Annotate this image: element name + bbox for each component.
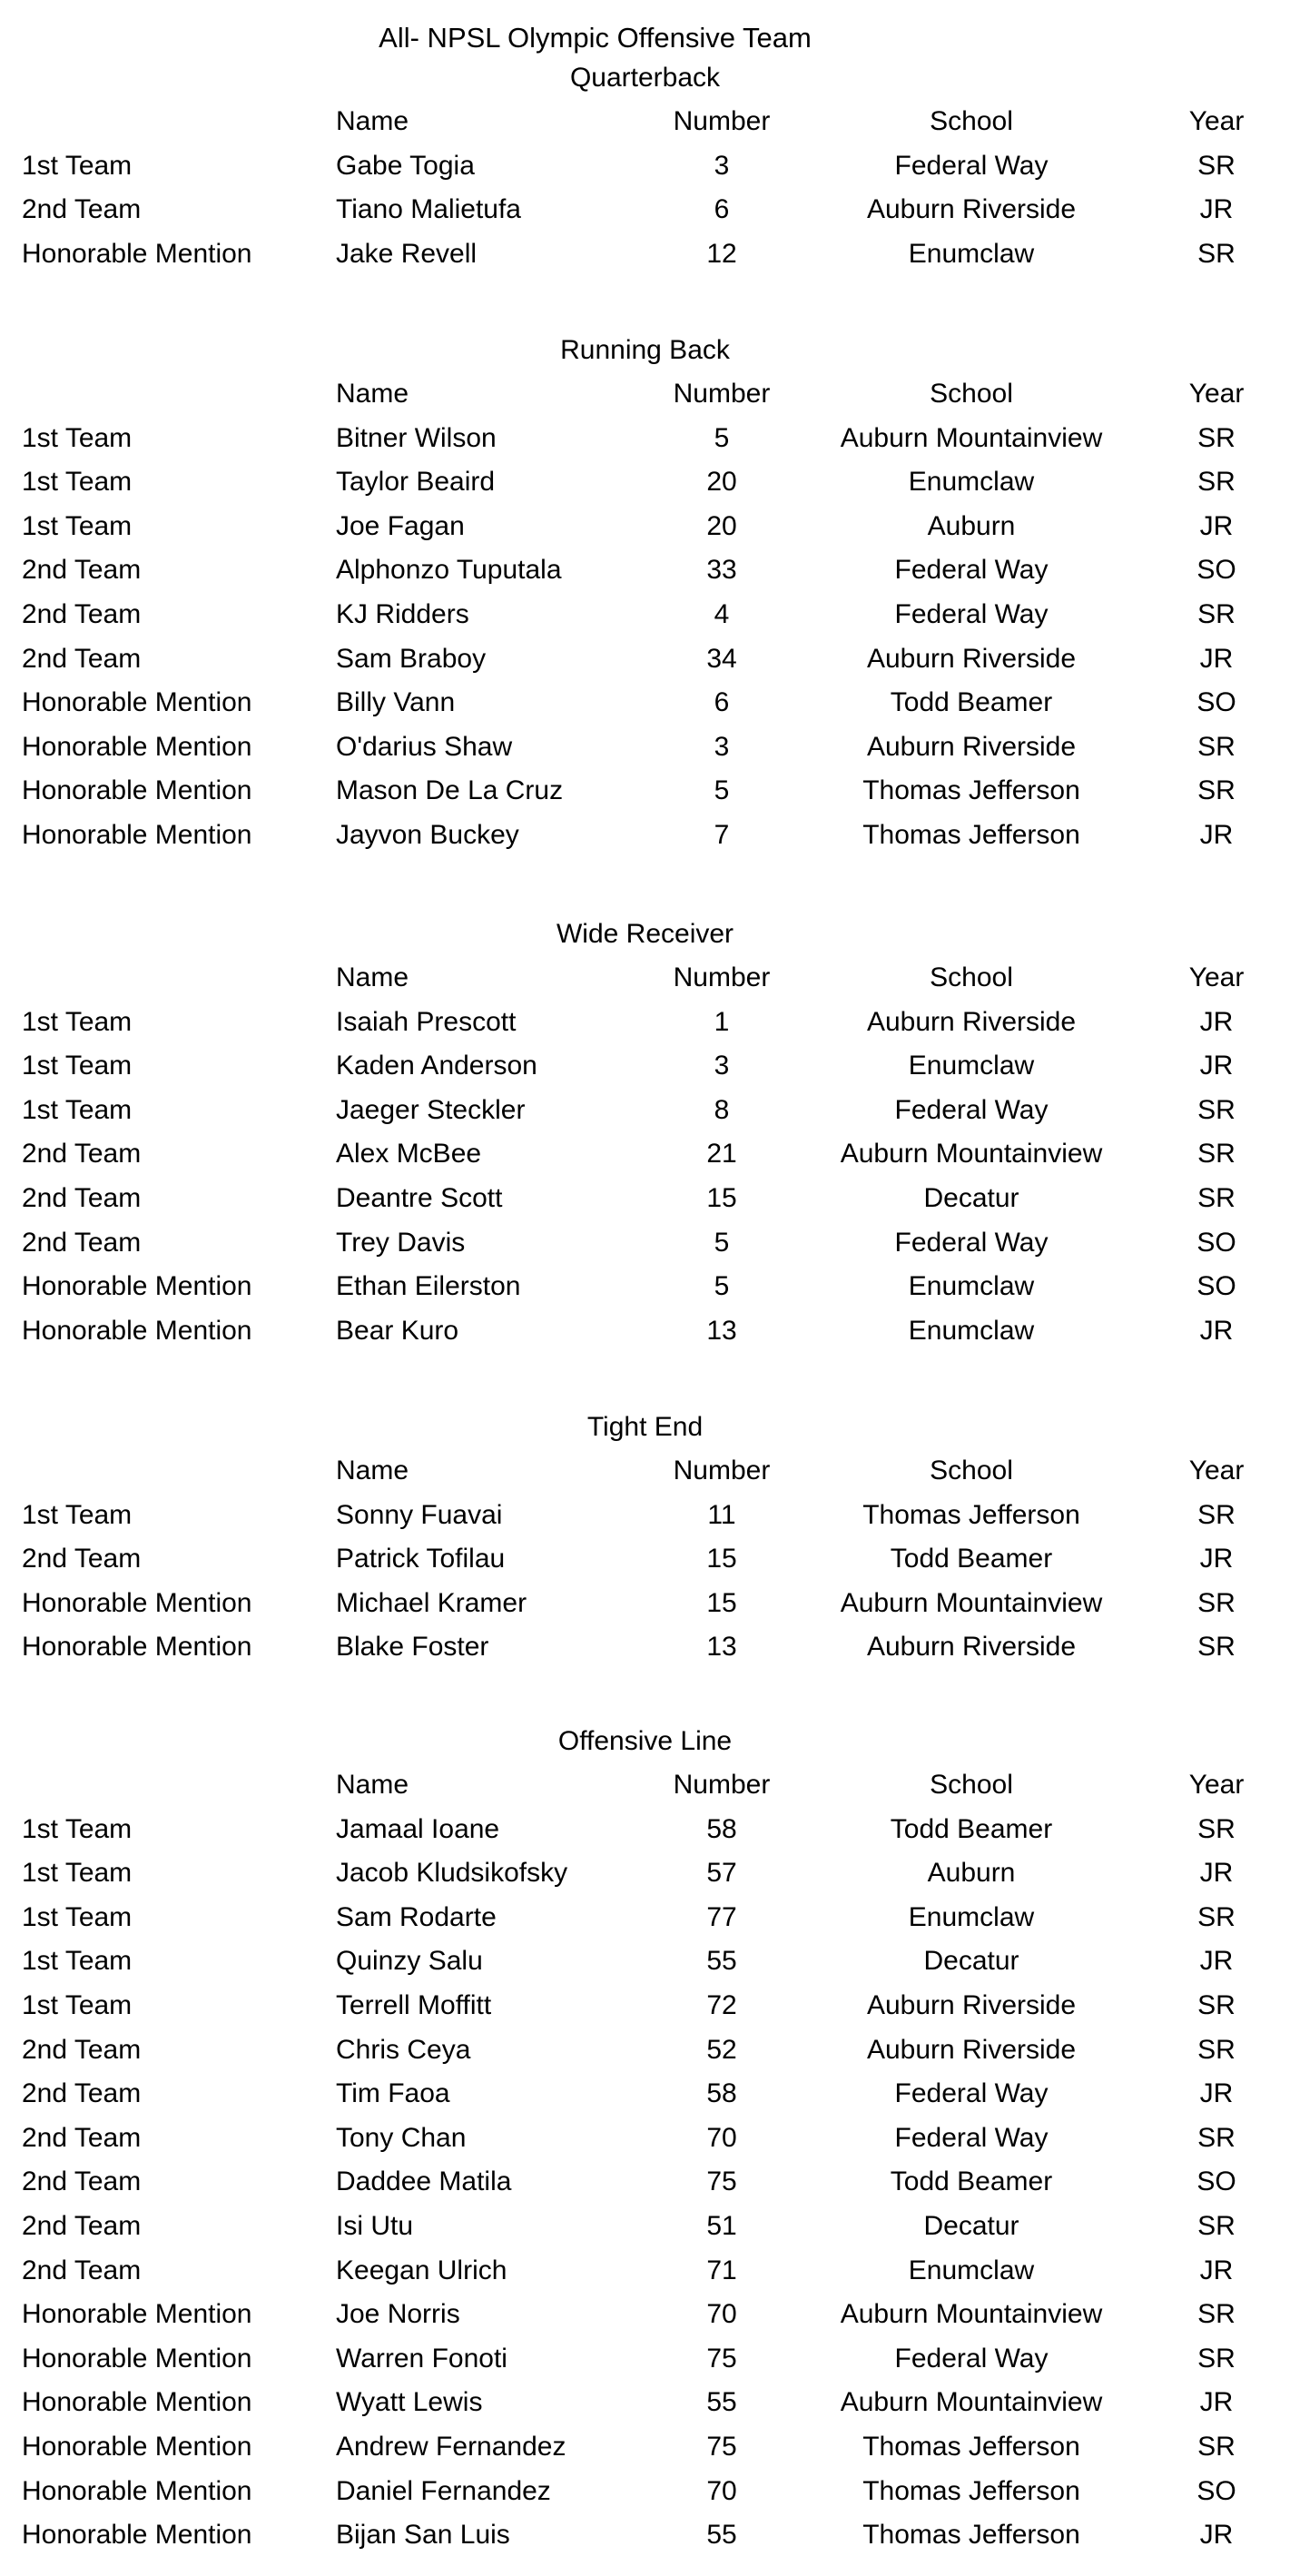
number-cell: 12 (706, 238, 737, 269)
position-title-text: Offensive Line (557, 1726, 733, 1756)
year-header: Year (1188, 1770, 1245, 1800)
team-cell: 1st Team (22, 150, 133, 181)
school-cell: Auburn Riverside (866, 194, 1077, 225)
name-cell: Michael Kramer (336, 1587, 527, 1618)
team-cell: 2nd Team (22, 1182, 142, 1213)
table-row (0, 2205, 1290, 2249)
team-cell: 2nd Team (22, 194, 142, 225)
school-cell: Auburn Riverside (866, 643, 1077, 674)
year-cell: SO (1196, 2475, 1236, 2506)
team-cell: 1st Team (22, 1946, 133, 1977)
year-cell: SO (1196, 687, 1236, 718)
table-row (0, 637, 1290, 682)
section-tight-end (0, 1406, 1290, 1670)
team-cell: 2nd Team (22, 2255, 142, 2285)
number-cell: 75 (706, 2431, 737, 2462)
table-row (0, 505, 1290, 549)
school-cell: Federal Way (894, 2078, 1049, 2109)
team-cell: Honorable Mention (22, 2387, 252, 2418)
number-cell: 15 (706, 1587, 737, 1618)
school-cell: Federal Way (894, 150, 1049, 181)
name-cell: Warren Fonoti (336, 2343, 507, 2374)
number-cell: 52 (706, 2034, 737, 2065)
number-cell: 70 (706, 2299, 737, 2330)
team-cell: 1st Team (22, 510, 133, 541)
team-cell: 2nd Team (22, 1227, 142, 1258)
year-cell: SR (1197, 422, 1236, 453)
school-cell: Auburn Riverside (866, 1006, 1077, 1037)
name-cell: Andrew Fernandez (336, 2431, 566, 2462)
number-cell: 21 (706, 1139, 737, 1170)
year-cell: JR (1199, 1315, 1234, 1346)
table-row (0, 232, 1290, 277)
number-header: Number (673, 962, 771, 992)
name-cell: Sonny Fuavai (336, 1499, 503, 1530)
header-row (0, 956, 1290, 1001)
number-cell: 6 (714, 194, 730, 225)
number-cell: 72 (706, 1989, 737, 2020)
year-cell: SR (1197, 1901, 1236, 1932)
school-cell: Auburn (927, 1858, 1016, 1889)
team-cell: Honorable Mention (22, 1315, 252, 1346)
name-cell: Ethan Eilerston (336, 1271, 521, 1302)
team-cell: 1st Team (22, 1051, 133, 1081)
table-row (0, 548, 1290, 593)
name-header: Name (336, 106, 409, 136)
team-cell: 1st Team (22, 1989, 133, 2020)
header-row (0, 1449, 1290, 1494)
number-cell: 70 (706, 2122, 737, 2153)
name-cell: Deantre Scott (336, 1182, 503, 1213)
table-row (0, 417, 1290, 461)
year-cell: SR (1197, 2343, 1236, 2374)
name-cell: Bitner Wilson (336, 422, 497, 453)
year-header: Year (1188, 1456, 1245, 1485)
year-cell: JR (1199, 194, 1234, 225)
number-cell: 51 (706, 2210, 737, 2241)
year-cell: SR (1197, 598, 1236, 629)
school-cell: Auburn Riverside (866, 2034, 1077, 2065)
name-cell: Gabe Togia (336, 150, 475, 181)
position-title (0, 913, 1290, 956)
number-cell: 55 (706, 2387, 737, 2418)
number-cell: 15 (706, 1544, 737, 1574)
name-cell: Jake Revell (336, 238, 478, 269)
number-cell: 3 (714, 150, 730, 181)
table-row (0, 2117, 1290, 2161)
school-cell: Federal Way (894, 598, 1049, 629)
team-cell: 2nd Team (22, 598, 142, 629)
name-cell: Patrick Tofilau (336, 1544, 506, 1574)
name-cell: Daniel Fernandez (336, 2475, 551, 2506)
number-header: Number (673, 106, 771, 136)
team-cell: 2nd Team (22, 1139, 142, 1170)
team-cell: Honorable Mention (22, 2299, 252, 2330)
year-cell: SR (1197, 2431, 1236, 2462)
school-cell: Decatur (923, 1946, 1019, 1977)
team-cell: Honorable Mention (22, 731, 252, 762)
table-row (0, 188, 1290, 232)
school-cell: Federal Way (894, 1094, 1049, 1125)
table-row (0, 2381, 1290, 2425)
school-cell: Auburn Mountainview (840, 422, 1103, 453)
year-cell: SR (1197, 2210, 1236, 2241)
year-cell: SO (1196, 1271, 1236, 1302)
table-row (0, 2337, 1290, 2382)
number-cell: 3 (714, 731, 730, 762)
name-cell: Keegan Ulrich (336, 2255, 507, 2285)
name-cell: Trey Davis (336, 1227, 466, 1258)
year-cell: SO (1196, 555, 1236, 586)
school-cell: Federal Way (894, 1227, 1049, 1258)
name-cell: Sam Rodarte (336, 1901, 497, 1932)
year-cell: SR (1197, 775, 1236, 806)
name-cell: O'darius Shaw (336, 731, 513, 762)
school-cell: Todd Beamer (890, 687, 1053, 718)
number-cell: 75 (706, 2166, 737, 2197)
school-cell: Auburn Riverside (866, 731, 1077, 762)
school-cell: Todd Beamer (890, 2166, 1053, 2197)
school-cell: Thomas Jefferson (862, 1499, 1080, 1530)
team-cell: Honorable Mention (22, 687, 252, 718)
number-cell: 77 (706, 1901, 737, 1932)
team-cell: Honorable Mention (22, 238, 252, 269)
school-cell: Federal Way (894, 555, 1049, 586)
number-cell: 57 (706, 1858, 737, 1889)
school-cell: Auburn Riverside (866, 1989, 1077, 2020)
school-header: School (930, 1770, 1013, 1800)
team-cell: 1st Team (22, 1006, 133, 1037)
table-row (0, 2425, 1290, 2470)
team-cell: 1st Team (22, 1858, 133, 1889)
table-row (0, 814, 1290, 858)
school-cell: Thomas Jefferson (862, 775, 1080, 806)
year-cell: SR (1197, 1813, 1236, 1844)
team-cell: Honorable Mention (22, 1587, 252, 1618)
team-cell: 1st Team (22, 422, 133, 453)
school-cell: Thomas Jefferson (862, 2431, 1080, 2462)
name-cell: Billy Vann (336, 687, 456, 718)
team-cell: Honorable Mention (22, 1632, 252, 1663)
school-cell: Auburn Mountainview (840, 1139, 1103, 1170)
name-header: Name (336, 1456, 409, 1485)
table-row (0, 1984, 1290, 2028)
year-cell: JR (1199, 2520, 1234, 2551)
year-cell: JR (1199, 1544, 1234, 1574)
school-cell: Decatur (923, 1182, 1019, 1213)
name-header: Name (336, 379, 409, 409)
year-cell: SO (1196, 1227, 1236, 1258)
year-cell: SR (1197, 2299, 1236, 2330)
year-header: Year (1188, 106, 1245, 136)
school-header: School (930, 962, 1013, 992)
number-cell: 20 (706, 510, 737, 541)
school-header: School (930, 1456, 1013, 1485)
school-cell: Auburn Mountainview (840, 2299, 1103, 2330)
name-cell: Taylor Beaird (336, 467, 496, 498)
table-row (0, 769, 1290, 814)
school-cell: Auburn (927, 510, 1016, 541)
school-cell: Enumclaw (908, 1315, 1035, 1346)
team-cell: 1st Team (22, 1813, 133, 1844)
number-cell: 5 (714, 775, 730, 806)
year-cell: JR (1199, 2078, 1234, 2109)
team-cell: 2nd Team (22, 643, 142, 674)
number-header: Number (673, 1770, 771, 1800)
year-cell: JR (1199, 1858, 1234, 1889)
team-cell: Honorable Mention (22, 819, 252, 850)
table-row (0, 1089, 1290, 1133)
number-cell: 58 (706, 1813, 737, 1844)
position-title-text: Running Back (560, 335, 730, 365)
table-row (0, 1001, 1290, 1045)
school-header: School (930, 106, 1013, 136)
table-row (0, 725, 1290, 770)
school-header: School (930, 379, 1013, 409)
year-cell: SR (1197, 150, 1236, 181)
number-cell: 1 (714, 1006, 730, 1037)
table-row (0, 2470, 1290, 2514)
name-cell: Daddee Matila (336, 2166, 512, 2197)
table-row (0, 1177, 1290, 1221)
school-cell: Enumclaw (908, 1271, 1035, 1302)
document-title (0, 16, 1290, 60)
year-cell: SR (1197, 2122, 1236, 2153)
school-cell: Enumclaw (908, 2255, 1035, 2285)
school-cell: Thomas Jefferson (862, 819, 1080, 850)
number-cell: 33 (706, 555, 737, 586)
number-cell: 6 (714, 687, 730, 718)
name-cell: Jamaal Ioane (336, 1813, 500, 1844)
number-cell: 5 (714, 1271, 730, 1302)
name-cell: Isaiah Prescott (336, 1006, 517, 1037)
school-cell: Todd Beamer (890, 1813, 1053, 1844)
team-cell: 2nd Team (22, 555, 142, 586)
table-row (0, 2513, 1290, 2558)
name-cell: Jayvon Buckey (336, 819, 519, 850)
school-cell: Decatur (923, 2210, 1019, 2241)
year-header: Year (1188, 379, 1245, 409)
name-cell: Jacob Kludsikofsky (336, 1858, 568, 1889)
school-cell: Enumclaw (908, 1051, 1035, 1081)
section-offensive-line (0, 1720, 1290, 2558)
name-cell: Quinzy Salu (336, 1946, 483, 1977)
team-cell: Honorable Mention (22, 1271, 252, 1302)
number-cell: 55 (706, 2520, 737, 2551)
table-row (0, 1582, 1290, 1626)
number-cell: 20 (706, 467, 737, 498)
name-cell: Wyatt Lewis (336, 2387, 483, 2418)
year-cell: SR (1197, 1632, 1236, 1663)
year-cell: JR (1199, 2255, 1234, 2285)
year-cell: SR (1197, 1094, 1236, 1125)
position-title-text: Tight End (586, 1412, 704, 1442)
team-cell: 1st Team (22, 1094, 133, 1125)
position-title (0, 1406, 1290, 1449)
team-cell: 2nd Team (22, 2034, 142, 2065)
table-row (0, 1044, 1290, 1089)
table-row (0, 2249, 1290, 2294)
number-cell: 70 (706, 2475, 737, 2506)
year-cell: JR (1199, 1006, 1234, 1037)
table-row (0, 1132, 1290, 1177)
name-cell: Terrell Moffitt (336, 1989, 492, 2020)
section-wide-receiver (0, 913, 1290, 1353)
year-cell: SR (1197, 1499, 1236, 1530)
table-row (0, 1939, 1290, 1984)
table-row (0, 1808, 1290, 1852)
number-cell: 75 (706, 2343, 737, 2374)
school-cell: Todd Beamer (890, 1544, 1053, 1574)
header-row (0, 372, 1290, 417)
team-cell: 2nd Team (22, 2210, 142, 2241)
team-cell: 2nd Team (22, 1544, 142, 1574)
number-cell: 8 (714, 1094, 730, 1125)
year-cell: SR (1197, 467, 1236, 498)
team-cell: 1st Team (22, 1499, 133, 1530)
year-cell: JR (1199, 1946, 1234, 1977)
number-cell: 5 (714, 422, 730, 453)
name-cell: Joe Norris (336, 2299, 460, 2330)
school-cell: Auburn Mountainview (840, 2387, 1103, 2418)
year-cell: SR (1197, 731, 1236, 762)
table-row (0, 1896, 1290, 1940)
table-row (0, 2160, 1290, 2205)
header-row (0, 100, 1290, 144)
table-row (0, 681, 1290, 725)
school-cell: Enumclaw (908, 238, 1035, 269)
name-cell: Bear Kuro (336, 1315, 459, 1346)
position-title (0, 329, 1290, 372)
document-title-text: All- NPSL Olympic Offensive Team (379, 22, 812, 54)
team-cell: 1st Team (22, 467, 133, 498)
table-row (0, 460, 1290, 505)
position-title (0, 56, 1290, 100)
school-cell: Thomas Jefferson (862, 2475, 1080, 2506)
number-cell: 13 (706, 1315, 737, 1346)
name-cell: Mason De La Cruz (336, 775, 564, 806)
section-running-back (0, 329, 1290, 858)
section-quarterback (0, 56, 1290, 276)
year-cell: JR (1199, 819, 1234, 850)
name-cell: Sam Braboy (336, 643, 487, 674)
number-cell: 4 (714, 598, 730, 629)
name-cell: Tiano Malietufa (336, 194, 521, 225)
name-cell: Alphonzo Tuputala (336, 555, 562, 586)
table-row (0, 144, 1290, 189)
number-cell: 34 (706, 643, 737, 674)
team-cell: Honorable Mention (22, 2475, 252, 2506)
school-cell: Auburn Mountainview (840, 1587, 1103, 1618)
number-cell: 71 (706, 2255, 737, 2285)
school-cell: Thomas Jefferson (862, 2520, 1080, 2551)
year-cell: SR (1197, 2034, 1236, 2065)
table-row (0, 2293, 1290, 2337)
number-cell: 3 (714, 1051, 730, 1081)
table-row (0, 2072, 1290, 2117)
number-cell: 5 (714, 1227, 730, 1258)
number-cell: 11 (707, 1499, 736, 1530)
school-cell: Federal Way (894, 2122, 1049, 2153)
name-header: Name (336, 962, 409, 992)
school-cell: Federal Way (894, 2343, 1049, 2374)
table-row (0, 1625, 1290, 1670)
name-cell: Bijan San Luis (336, 2520, 510, 2551)
team-cell: Honorable Mention (22, 2343, 252, 2374)
table-row (0, 1221, 1290, 1266)
school-cell: Enumclaw (908, 467, 1035, 498)
year-cell: SR (1197, 1587, 1236, 1618)
number-cell: 58 (706, 2078, 737, 2109)
table-row (0, 1537, 1290, 1582)
name-cell: Jaeger Steckler (336, 1094, 526, 1125)
number-header: Number (673, 379, 771, 409)
table-row (0, 593, 1290, 637)
year-cell: SO (1196, 2166, 1236, 2197)
team-cell: 2nd Team (22, 2122, 142, 2153)
year-cell: SR (1197, 238, 1236, 269)
year-cell: SR (1197, 1182, 1236, 1213)
name-cell: Kaden Anderson (336, 1051, 537, 1081)
position-title (0, 1720, 1290, 1763)
number-cell: 7 (714, 819, 730, 850)
name-header: Name (336, 1770, 409, 1800)
table-row (0, 1851, 1290, 1896)
name-cell: Tony Chan (336, 2122, 467, 2153)
table-row (0, 1265, 1290, 1309)
name-cell: Joe Fagan (336, 510, 465, 541)
team-cell: Honorable Mention (22, 2520, 252, 2551)
team-cell: Honorable Mention (22, 775, 252, 806)
team-cell: 2nd Team (22, 2166, 142, 2197)
year-cell: JR (1199, 1051, 1234, 1081)
number-cell: 15 (706, 1182, 737, 1213)
school-cell: Enumclaw (908, 1901, 1035, 1932)
position-title-text: Wide Receiver (556, 919, 734, 949)
school-cell: Auburn Riverside (866, 1632, 1077, 1663)
number-cell: 55 (706, 1946, 737, 1977)
team-cell: Honorable Mention (22, 2431, 252, 2462)
table-row (0, 1309, 1290, 1354)
name-cell: Chris Ceya (336, 2034, 471, 2065)
name-cell: KJ Ridders (336, 598, 469, 629)
number-header: Number (673, 1456, 771, 1485)
name-cell: Isi Utu (336, 2210, 414, 2241)
year-cell: JR (1199, 510, 1234, 541)
team-cell: 2nd Team (22, 2078, 142, 2109)
year-cell: SR (1197, 1989, 1236, 2020)
name-cell: Blake Foster (336, 1632, 489, 1663)
position-title-text: Quarterback (569, 63, 721, 93)
table-row (0, 1494, 1290, 1538)
header-row (0, 1763, 1290, 1808)
year-cell: SR (1197, 1139, 1236, 1170)
name-cell: Alex McBee (336, 1139, 482, 1170)
year-cell: JR (1199, 2387, 1234, 2418)
year-cell: JR (1199, 643, 1234, 674)
number-cell: 13 (706, 1632, 737, 1663)
table-row (0, 2028, 1290, 2073)
year-header: Year (1188, 962, 1245, 992)
name-cell: Tim Faoa (336, 2078, 450, 2109)
team-cell: 1st Team (22, 1901, 133, 1932)
